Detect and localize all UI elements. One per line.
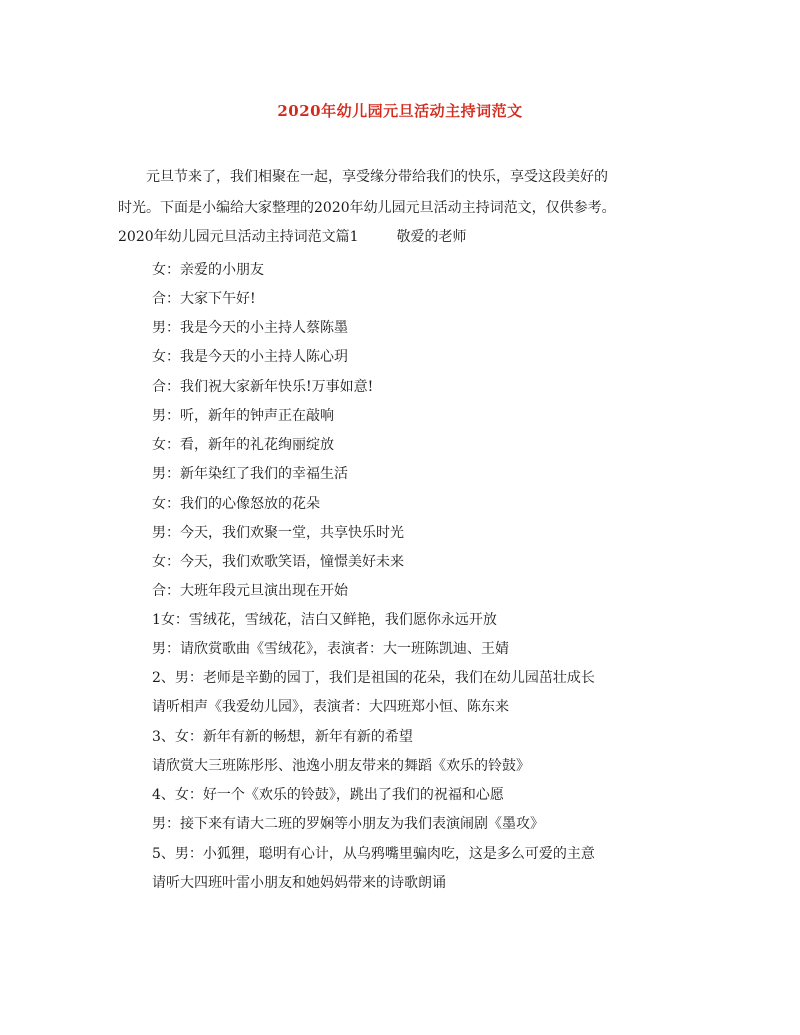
script-line: 合：大家下午好! [152, 291, 256, 307]
script-line: 请听相声《我爱幼儿园》，表演者：大四班郑小恒、陈东来 [152, 699, 509, 715]
script-line: 5、男：小狐狸，聪明有心计，从乌鸦嘴里骗肉吃，这是多么可爱的主意 [152, 846, 595, 862]
script-line: 男：我是今天的小主持人蔡陈墨 [152, 320, 348, 336]
intro-line: 元旦节来了，我们相聚在一起，享受缘分带给我们的快乐，享受这段美好的 [146, 169, 608, 185]
script-line: 男：请欣赏歌曲《雪绒花》，表演者：大一班陈凯迪、王婧 [152, 641, 509, 657]
script-line: 女：亲爱的小朋友 [152, 262, 264, 278]
script-line: 3、女：新年有新的畅想，新年有新的希望 [152, 729, 413, 745]
intro-line: 时光。下面是小编给大家整理的2020年幼儿园元旦活动主持词范文，仅供参考。 [118, 200, 616, 216]
script-line: 女：今天，我们欢歌笑语，憧憬美好未来 [152, 554, 404, 570]
script-line: 合：大班年段元旦演出现在开始 [152, 583, 348, 599]
script-line: 女：看，新年的礼花绚丽绽放 [152, 437, 334, 453]
section-heading-tail: 敬爱的老师 [396, 229, 467, 245]
script-line: 男：听，新年的钟声正在敲响 [152, 408, 334, 424]
script-line: 男：接下来有请大二班的罗娴等小朋友为我们表演闹剧《墨攻》 [152, 816, 544, 832]
document-title: 2020年幼儿园元旦活动主持词范文 [277, 102, 523, 120]
script-line: 请听大四班叶雷小朋友和她妈妈带来的诗歌朗诵 [152, 875, 446, 891]
script-line: 男：今天，我们欢聚一堂，共享快乐时光 [152, 525, 404, 541]
script-line: 1女：雪绒花，雪绒花，洁白又鲜艳，我们愿你永远开放 [152, 612, 497, 628]
script-line: 合：我们祝大家新年快乐!万事如意! [152, 379, 374, 395]
script-line: 女：我们的心像怒放的花朵 [152, 496, 320, 512]
section-heading [118, 226, 467, 246]
intro-paragraph [118, 162, 678, 224]
script-line: 男：新年染红了我们的幸福生活 [152, 466, 348, 482]
script-line: 女：我是今天的小主持人陈心玥 [152, 349, 348, 365]
section-heading-text: 2020年幼儿园元旦活动主持词范文篇1 [118, 229, 359, 245]
script-line: 2、男：老师是辛勤的园丁，我们是祖国的花朵，我们在幼儿园茁壮成长 [152, 670, 595, 686]
script-line: 4、女：好一个《欢乐的铃鼓》，跳出了我们的祝福和心愿 [152, 787, 504, 803]
script-line: 请欣赏大三班陈彤彤、池逸小朋友带来的舞蹈《欢乐的铃鼓》 [152, 758, 530, 774]
